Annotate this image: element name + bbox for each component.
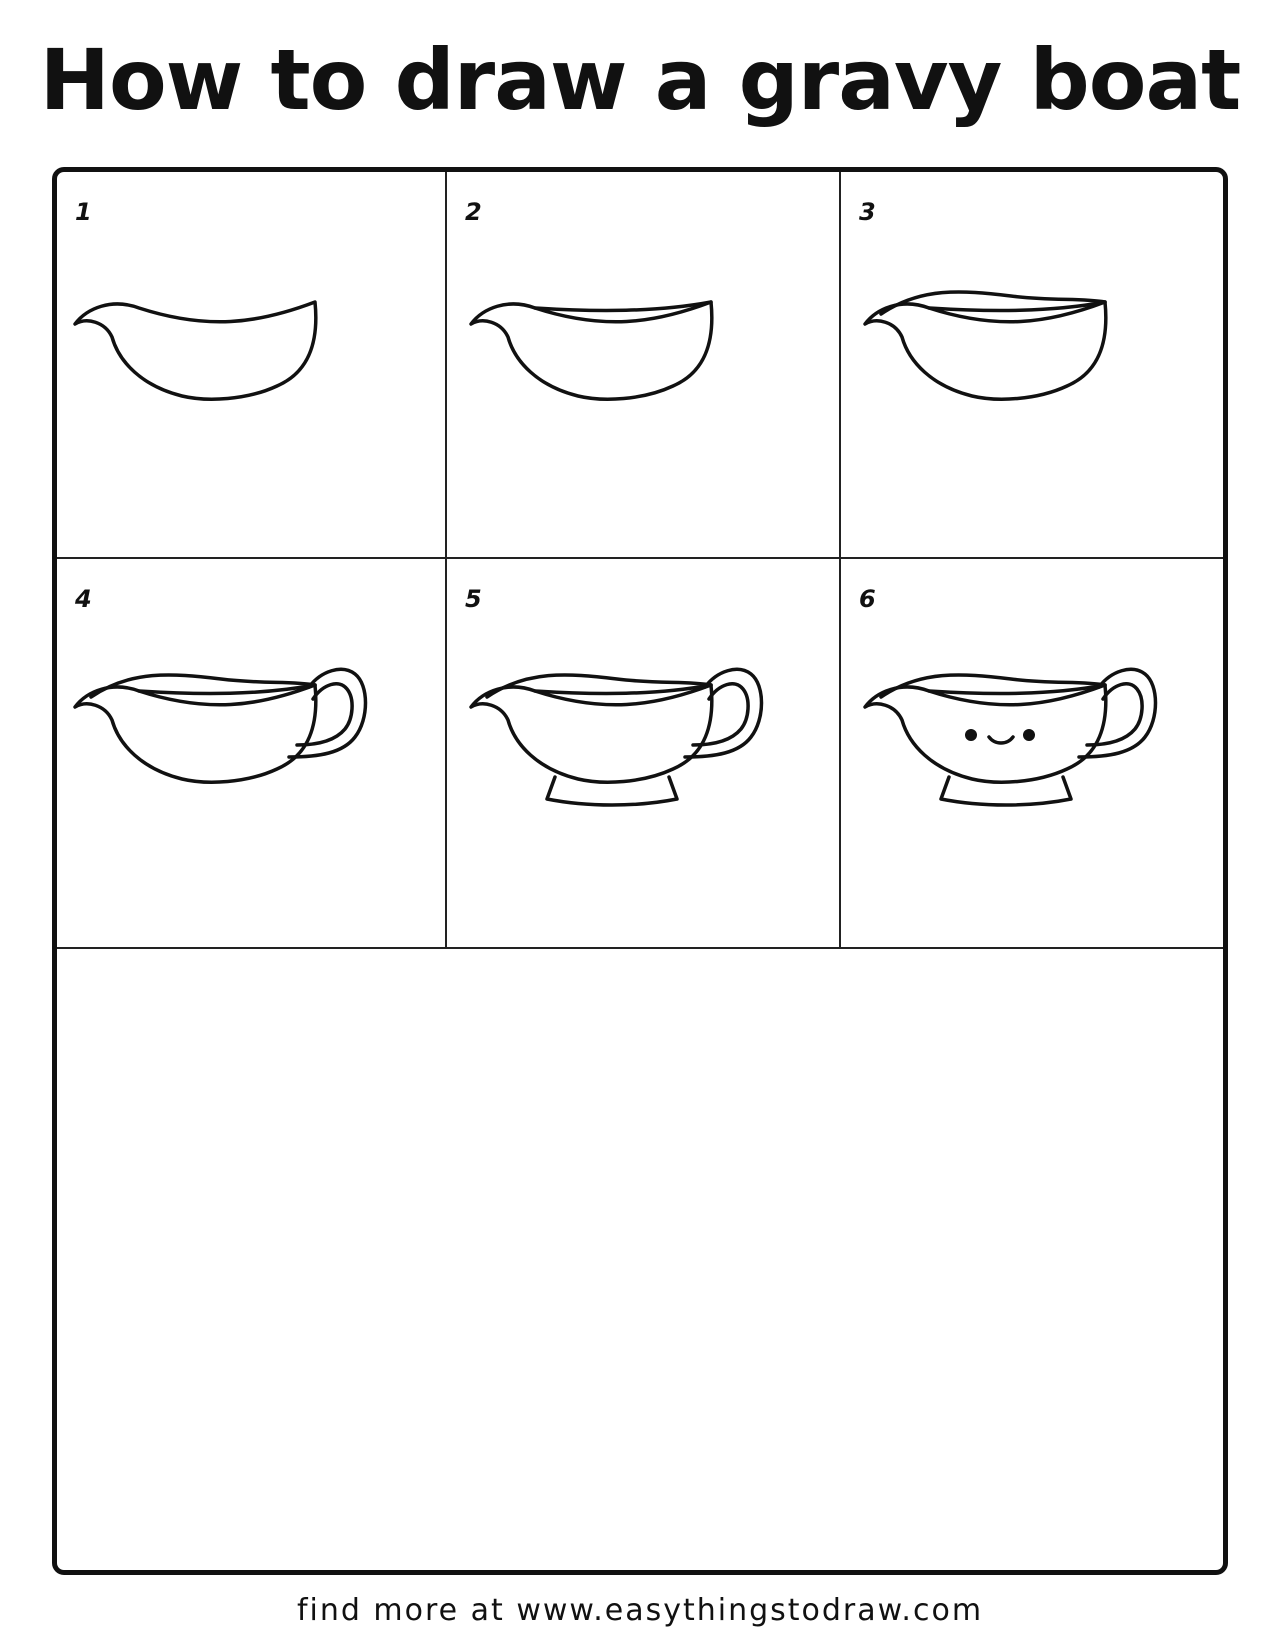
step-6-drawing — [841, 559, 1228, 944]
step-number: 4 — [75, 585, 92, 613]
step-3-drawing — [841, 172, 1228, 557]
step-number: 3 — [859, 198, 876, 226]
step-number: 1 — [75, 198, 92, 226]
practice-area[interactable] — [57, 949, 1223, 1570]
step-5-panel — [447, 559, 837, 944]
step-number: 5 — [465, 585, 482, 613]
step-6-panel — [841, 559, 1228, 944]
step-3-panel — [841, 172, 1228, 557]
footer-link-text: find more at www.easythingstodraw.com — [296, 1593, 984, 1628]
step-1-drawing — [57, 172, 447, 557]
page-title: How to draw a gravy boat — [39, 31, 1241, 129]
step-1-panel — [57, 172, 447, 557]
step-4-panel — [57, 559, 447, 944]
step-number: 2 — [465, 198, 482, 226]
step-5-drawing — [447, 559, 837, 944]
step-number: 6 — [859, 585, 876, 613]
step-2-drawing — [447, 172, 837, 557]
step-2-panel — [447, 172, 837, 557]
step-4-drawing — [57, 559, 447, 944]
drawing-sheet — [52, 167, 1228, 1575]
